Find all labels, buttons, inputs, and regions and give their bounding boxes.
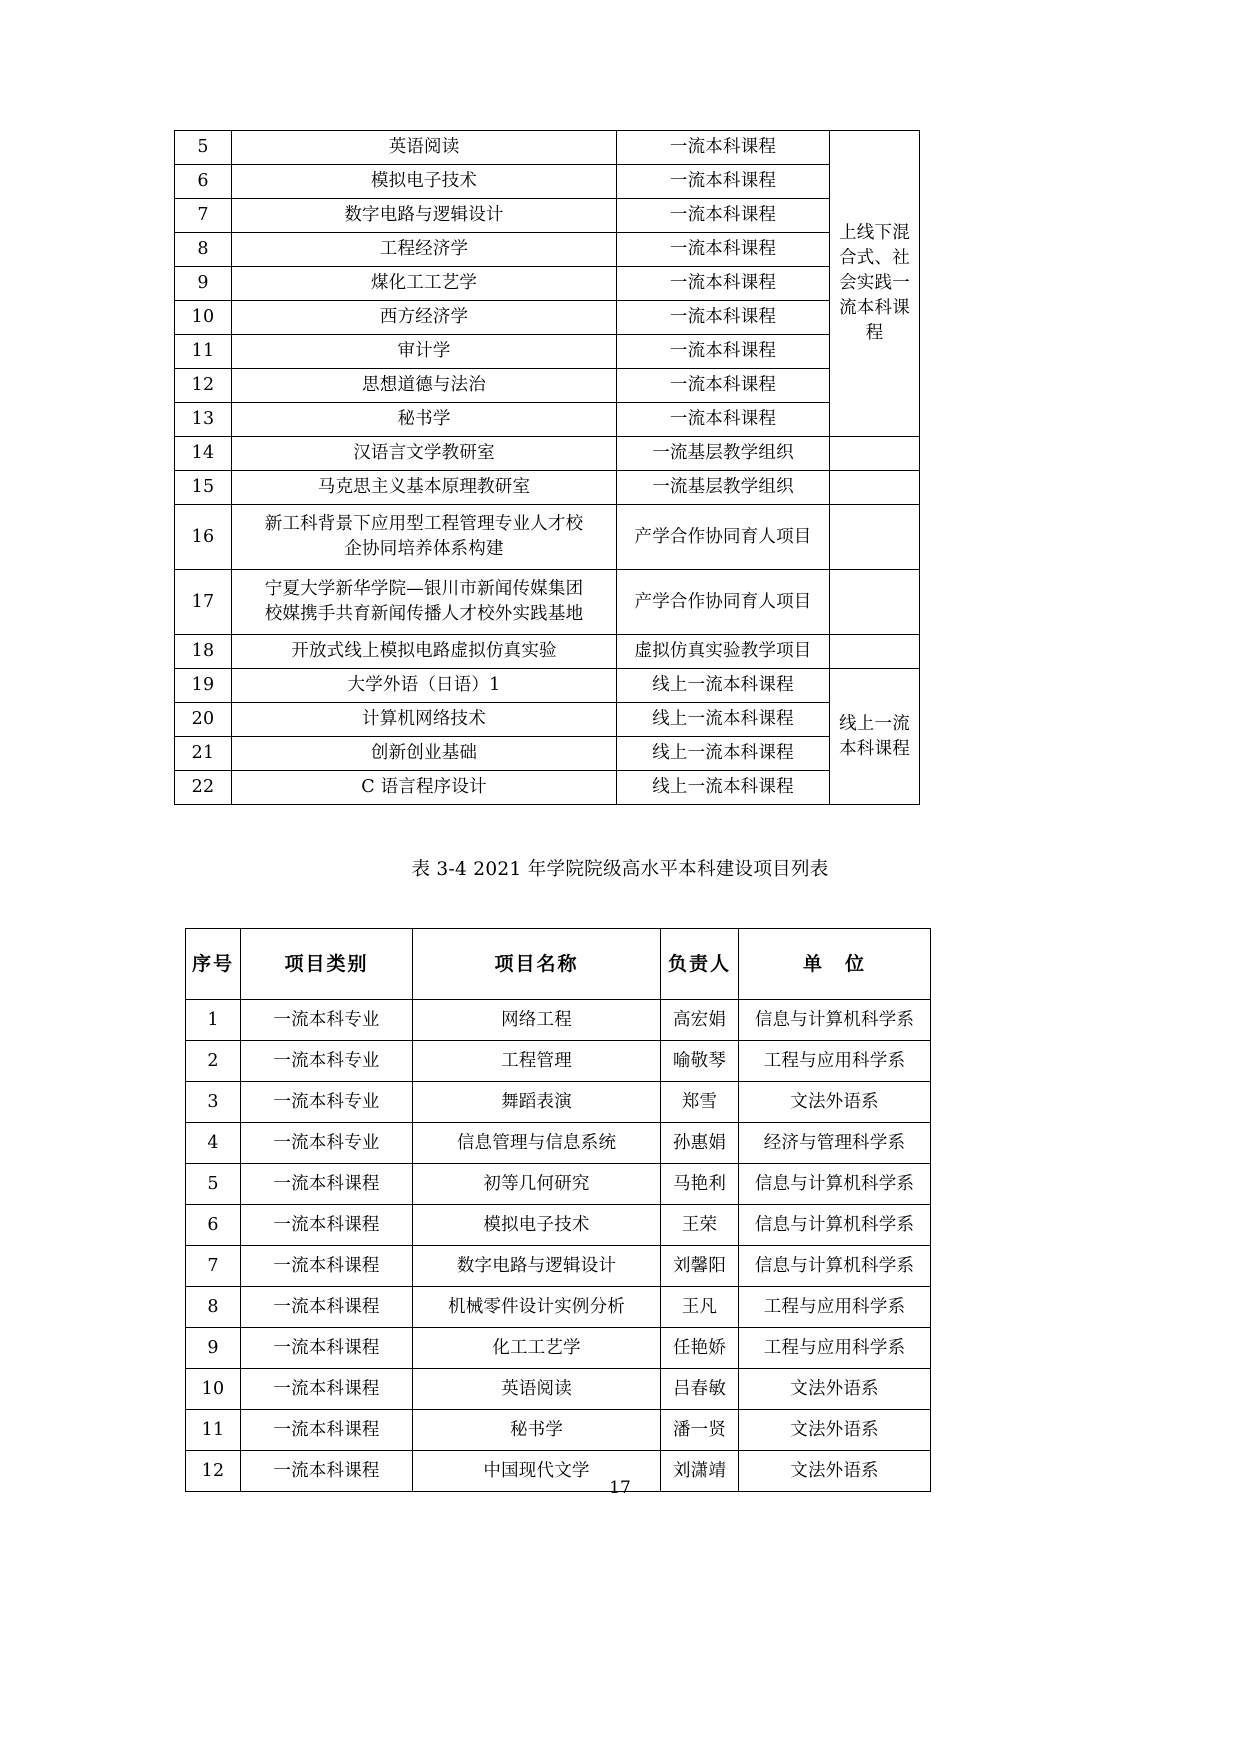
cell-merge-empty	[830, 570, 920, 635]
cell-type: 一流基层教学组织	[617, 437, 830, 471]
cell-no: 5	[175, 131, 232, 165]
cell-no: 7	[175, 199, 232, 233]
cell-name: 马克思主义基本原理教研室	[232, 471, 617, 505]
cell-type: 一流本科课程	[617, 369, 830, 403]
cell-name: 开放式线上模拟电路虚拟仿真实验	[232, 635, 617, 669]
cell-type: 一流本科课程	[617, 199, 830, 233]
table-1-container	[174, 130, 919, 805]
table-row	[186, 1041, 931, 1082]
table-row	[175, 471, 920, 505]
table-row	[186, 1000, 931, 1041]
project-list-table	[185, 928, 931, 1492]
table-row	[175, 669, 920, 703]
cell-category: 一流本科专业	[241, 1000, 413, 1041]
cell-type: 线上一流本科课程	[617, 703, 830, 737]
cell-no: 6	[186, 1205, 241, 1246]
cell-type: 一流本科课程	[617, 233, 830, 267]
cell-no: 9	[186, 1328, 241, 1369]
cell-no: 1	[186, 1000, 241, 1041]
cell-no: 8	[186, 1287, 241, 1328]
cell-category: 一流本科课程	[241, 1328, 413, 1369]
cell-merge-empty	[830, 471, 920, 505]
cell-no: 22	[175, 771, 232, 805]
cell-no: 19	[175, 669, 232, 703]
cell-category: 一流本科专业	[241, 1041, 413, 1082]
header-leader: 负责人	[661, 929, 739, 1000]
cell-name-line-1: 宁夏大学新华学院—银川市新闻传媒集团	[264, 579, 584, 600]
table-2-container	[185, 928, 915, 1492]
table-row	[175, 233, 920, 267]
cell-category: 一流本科课程	[241, 1205, 413, 1246]
table-row	[186, 1123, 931, 1164]
cell-unit: 信息与计算机科学系	[739, 1164, 931, 1205]
high-level-course-table	[174, 130, 920, 805]
cell-name: 西方经济学	[232, 301, 617, 335]
cell-name: 煤化工工艺学	[232, 267, 617, 301]
cell-type: 产学合作协同育人项目	[617, 505, 830, 570]
cell-unit: 工程与应用科学系	[739, 1041, 931, 1082]
cell-category: 一流本科课程	[241, 1164, 413, 1205]
cell-project-name: 英语阅读	[413, 1369, 661, 1410]
cell-unit: 工程与应用科学系	[739, 1287, 931, 1328]
cell-name: 计算机网络技术	[232, 703, 617, 737]
cell-leader: 马艳利	[661, 1164, 739, 1205]
cell-name	[232, 505, 617, 570]
table-caption: 表 3-4 2021 年学院院级高水平本科建设项目列表	[411, 859, 829, 880]
cell-unit: 信息与计算机科学系	[739, 1000, 931, 1041]
cell-no: 6	[175, 165, 232, 199]
table-row	[186, 1082, 931, 1123]
cell-project-name: 舞蹈表演	[413, 1082, 661, 1123]
cell-project-name: 网络工程	[413, 1000, 661, 1041]
cell-name: 大学外语（日语）1	[232, 669, 617, 703]
table-row	[186, 1328, 931, 1369]
cell-type: 一流本科课程	[617, 335, 830, 369]
cell-no: 11	[175, 335, 232, 369]
cell-merged-group-2: 线上一流本科课程	[830, 669, 920, 805]
table-row	[175, 131, 920, 165]
cell-project-name: 化工工艺学	[413, 1328, 661, 1369]
cell-no: 4	[186, 1123, 241, 1164]
cell-unit: 文法外语系	[739, 1410, 931, 1451]
cell-project-name: 模拟电子技术	[413, 1205, 661, 1246]
cell-no: 8	[175, 233, 232, 267]
cell-name-line-1: 新工科背景下应用型工程管理专业人才校	[264, 514, 584, 535]
cell-project-name: 秘书学	[413, 1410, 661, 1451]
cell-name: 模拟电子技术	[232, 165, 617, 199]
cell-leader: 郑雪	[661, 1082, 739, 1123]
cell-unit: 信息与计算机科学系	[739, 1205, 931, 1246]
table-row	[175, 635, 920, 669]
cell-name: 数字电路与逻辑设计	[232, 199, 617, 233]
table-row	[186, 1287, 931, 1328]
table-row	[175, 301, 920, 335]
cell-name: 汉语言文学教研室	[232, 437, 617, 471]
cell-leader: 吕春敏	[661, 1369, 739, 1410]
cell-no: 12	[175, 369, 232, 403]
cell-name-line-2: 校媒携手共育新闻传播人才校外实践基地	[264, 604, 584, 624]
cell-no: 21	[175, 737, 232, 771]
cell-leader: 王凡	[661, 1287, 739, 1328]
cell-no: 10	[186, 1369, 241, 1410]
cell-type: 产学合作协同育人项目	[617, 570, 830, 635]
cell-unit: 文法外语系	[739, 1451, 931, 1492]
table-row	[186, 1369, 931, 1410]
header-no: 序号	[186, 929, 241, 1000]
cell-type: 一流本科课程	[617, 131, 830, 165]
table-row	[175, 771, 920, 805]
cell-leader: 王荣	[661, 1205, 739, 1246]
cell-merge-empty	[830, 635, 920, 669]
cell-leader: 高宏娟	[661, 1000, 739, 1041]
cell-type: 一流本科课程	[617, 301, 830, 335]
cell-category: 一流本科专业	[241, 1123, 413, 1164]
table-row	[186, 1246, 931, 1287]
cell-leader: 任艳娇	[661, 1328, 739, 1369]
cell-project-name: 数字电路与逻辑设计	[413, 1246, 661, 1287]
cell-type: 虚拟仿真实验教学项目	[617, 635, 830, 669]
cell-name	[232, 570, 617, 635]
cell-no: 7	[186, 1246, 241, 1287]
cell-type: 线上一流本科课程	[617, 771, 830, 805]
cell-type: 一流基层教学组织	[617, 471, 830, 505]
table-row	[175, 199, 920, 233]
cell-leader: 孙惠娟	[661, 1123, 739, 1164]
cell-name: 英语阅读	[232, 131, 617, 165]
cell-name-line-2: 企协同培养体系构建	[344, 539, 504, 559]
cell-leader: 刘馨阳	[661, 1246, 739, 1287]
table-row	[186, 1410, 931, 1451]
cell-project-name: 信息管理与信息系统	[413, 1123, 661, 1164]
table-row	[186, 1164, 931, 1205]
table-row	[175, 505, 920, 570]
cell-no: 9	[175, 267, 232, 301]
table-row	[175, 165, 920, 199]
cell-category: 一流本科课程	[241, 1246, 413, 1287]
cell-type: 一流本科课程	[617, 267, 830, 301]
cell-category: 一流本科课程	[241, 1410, 413, 1451]
cell-type: 线上一流本科课程	[617, 737, 830, 771]
table-row	[186, 1205, 931, 1246]
table-row	[175, 369, 920, 403]
table-row	[175, 737, 920, 771]
table-row	[175, 570, 920, 635]
cell-name: C 语言程序设计	[232, 771, 617, 805]
cell-merged-group-1: 上线下混合式、社会实践一流本科课程	[830, 131, 920, 437]
cell-no: 17	[175, 570, 232, 635]
header-unit: 单 位	[739, 929, 931, 1000]
cell-unit: 信息与计算机科学系	[739, 1246, 931, 1287]
cell-merge-empty	[830, 505, 920, 570]
cell-no: 3	[186, 1082, 241, 1123]
cell-unit: 文法外语系	[739, 1082, 931, 1123]
cell-unit: 文法外语系	[739, 1369, 931, 1410]
cell-no: 10	[175, 301, 232, 335]
cell-merge-empty	[830, 437, 920, 471]
cell-type: 一流本科课程	[617, 165, 830, 199]
cell-leader: 刘潇靖	[661, 1451, 739, 1492]
table-row	[175, 267, 920, 301]
table-row	[175, 703, 920, 737]
cell-no: 16	[175, 505, 232, 570]
cell-unit: 工程与应用科学系	[739, 1328, 931, 1369]
table-row	[175, 437, 920, 471]
cell-no: 18	[175, 635, 232, 669]
cell-category: 一流本科课程	[241, 1369, 413, 1410]
cell-leader: 喻敬琴	[661, 1041, 739, 1082]
cell-no: 13	[175, 403, 232, 437]
cell-name: 创新创业基础	[232, 737, 617, 771]
cell-project-name: 初等几何研究	[413, 1164, 661, 1205]
cell-no: 14	[175, 437, 232, 471]
cell-project-name: 工程管理	[413, 1041, 661, 1082]
cell-no: 5	[186, 1164, 241, 1205]
cell-no: 2	[186, 1041, 241, 1082]
cell-project-name: 中国现代文学	[413, 1451, 661, 1492]
cell-category: 一流本科专业	[241, 1082, 413, 1123]
cell-name: 思想道德与法治	[232, 369, 617, 403]
cell-no: 12	[186, 1451, 241, 1492]
cell-name: 审计学	[232, 335, 617, 369]
page-number: 17	[609, 1478, 631, 1498]
header-category: 项目类别	[241, 929, 413, 1000]
table-row	[175, 335, 920, 369]
cell-unit: 经济与管理科学系	[739, 1123, 931, 1164]
cell-type: 一流本科课程	[617, 403, 830, 437]
cell-name: 秘书学	[232, 403, 617, 437]
cell-leader: 潘一贤	[661, 1410, 739, 1451]
cell-category: 一流本科课程	[241, 1287, 413, 1328]
cell-category: 一流本科课程	[241, 1451, 413, 1492]
cell-type: 线上一流本科课程	[617, 669, 830, 703]
header-project-name: 项目名称	[413, 929, 661, 1000]
cell-name: 工程经济学	[232, 233, 617, 267]
table-header-row	[186, 929, 931, 1000]
table-row	[175, 403, 920, 437]
cell-no: 20	[175, 703, 232, 737]
cell-no: 15	[175, 471, 232, 505]
cell-project-name: 机械零件设计实例分析	[413, 1287, 661, 1328]
cell-no: 11	[186, 1410, 241, 1451]
